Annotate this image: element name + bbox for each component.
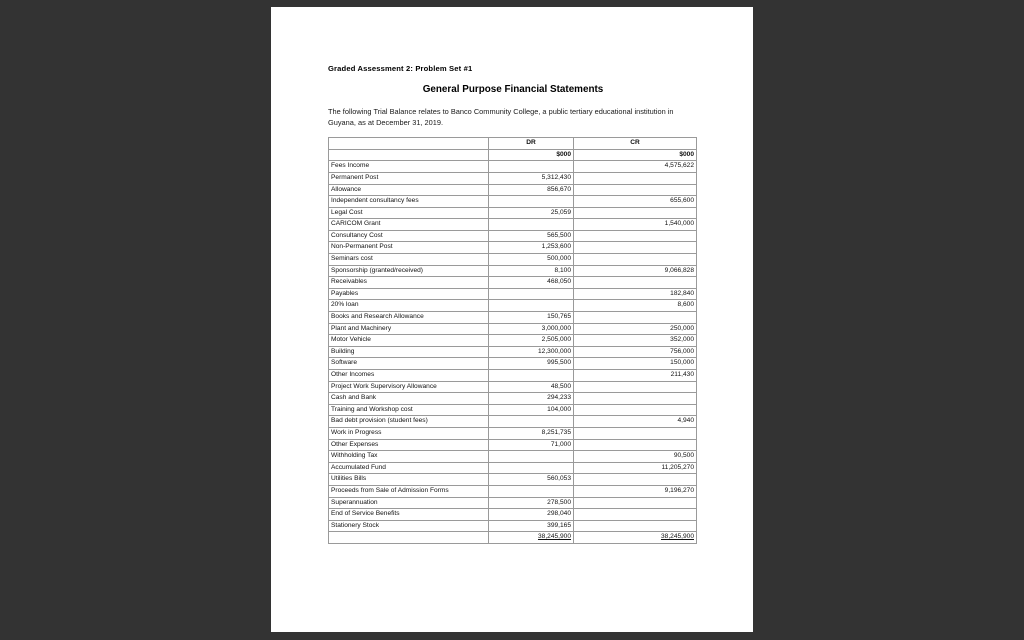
table-row [329,416,697,428]
row-dr-amount [489,485,574,497]
row-dr-amount: 12,300,000 [489,346,574,358]
row-description: 20% loan [329,300,489,312]
row-dr-amount: 298,040 [489,509,574,521]
row-dr-amount [489,451,574,463]
table-row [329,184,697,196]
row-description: Accumulated Fund [329,462,489,474]
row-cr-amount [574,277,697,289]
row-cr-amount: 150,000 [574,358,697,370]
row-cr-amount: 90,500 [574,451,697,463]
row-cr-amount: 756,000 [574,346,697,358]
row-description: Plant and Machinery [329,323,489,335]
row-description: Non-Permanent Post [329,242,489,254]
row-description: Seminars cost [329,254,489,266]
table-row [329,300,697,312]
row-description: Independent consultancy fees [329,196,489,208]
row-description: Books and Research Allowance [329,312,489,324]
table-row [329,323,697,335]
row-cr-amount [574,439,697,451]
row-dr-amount [489,196,574,208]
table-row [329,474,697,486]
row-cr-amount: 11,205,270 [574,462,697,474]
table-row [329,219,697,231]
row-dr-amount: 2,505,000 [489,335,574,347]
row-dr-amount: 856,670 [489,184,574,196]
table-row [329,451,697,463]
table-row [329,370,697,382]
table-row [329,277,697,289]
document-page [271,7,753,632]
table-row [329,207,697,219]
table-body [329,138,697,544]
row-dr-amount: 8,251,735 [489,427,574,439]
row-cr-amount [574,172,697,184]
trial-balance-table [328,137,697,544]
table-row [329,485,697,497]
table-row [329,381,697,393]
assignment-heading: Graded Assessment 2: Problem Set #1 [328,64,473,73]
row-cr-amount [574,254,697,266]
row-description: Legal Cost [329,207,489,219]
row-cr-amount: 4,575,622 [574,161,697,173]
row-dr-amount: 278,500 [489,497,574,509]
table-row [329,497,697,509]
row-cr-amount: 250,000 [574,323,697,335]
row-description: Project Work Supervisory Allowance [329,381,489,393]
row-cr-amount [574,497,697,509]
page-content [328,65,698,544]
table-row [329,462,697,474]
row-dr-amount [489,370,574,382]
row-description: Other Expenses [329,439,489,451]
row-description: Motor Vehicle [329,335,489,347]
row-cr-amount [574,393,697,405]
row-dr-amount: 995,500 [489,358,574,370]
table-row [329,393,697,405]
table-row [329,196,697,208]
row-description: Permanent Post [329,172,489,184]
row-cr-amount [574,509,697,521]
row-cr-amount [574,381,697,393]
row-dr-amount: 560,053 [489,474,574,486]
row-dr-amount: 8,100 [489,265,574,277]
table-row [329,230,697,242]
table-totals-row [329,532,697,544]
table-row [329,439,697,451]
row-description: Proceeds from Sale of Admission Forms [329,485,489,497]
row-dr-amount: 48,500 [489,381,574,393]
row-description: CARICOM Grant [329,219,489,231]
row-cr-amount [574,184,697,196]
header-cr: CR [574,138,697,150]
row-description: Utilities Bills [329,474,489,486]
row-cr-amount [574,230,697,242]
row-cr-amount: 9,066,828 [574,265,697,277]
table-row [329,346,697,358]
row-cr-amount [574,312,697,324]
intro-paragraph: The following Trial Balance relates to Banco Community College, a public tertiary educational institution in Guyana, as at December 31, 2019. [328,107,674,128]
totals-dr-amount: 38,245,900 [489,532,574,544]
row-dr-amount [489,288,574,300]
table-row [329,404,697,416]
row-cr-amount: 4,940 [574,416,697,428]
table-row [329,427,697,439]
table-row [329,509,697,521]
row-cr-amount [574,242,697,254]
row-cr-amount: 1,540,000 [574,219,697,231]
row-cr-amount: 9,196,270 [574,485,697,497]
page-title: General Purpose Financial Statements [422,84,604,96]
row-dr-amount: 399,165 [489,520,574,532]
table-row [329,265,697,277]
header-description [329,138,489,150]
row-description: Building [329,346,489,358]
table-units-row [329,149,697,161]
row-cr-amount [574,520,697,532]
row-description: Training and Workshop cost [329,404,489,416]
row-cr-amount [574,207,697,219]
row-cr-amount [574,427,697,439]
row-description: Superannuation [329,497,489,509]
row-description: Cash and Bank [329,393,489,405]
row-dr-amount [489,300,574,312]
table-row [329,242,697,254]
row-dr-amount: 3,000,000 [489,323,574,335]
row-description: Receivables [329,277,489,289]
table-row [329,288,697,300]
row-dr-amount: 565,500 [489,230,574,242]
totals-cr-amount: 38,245,900 [574,532,697,544]
table-row [329,172,697,184]
row-dr-amount [489,219,574,231]
row-dr-amount: 468,050 [489,277,574,289]
row-description: Bad debt provision (student fees) [329,416,489,428]
row-dr-amount: 104,000 [489,404,574,416]
row-dr-amount: 71,000 [489,439,574,451]
units-cr: $000 [574,149,697,161]
row-dr-amount: 150,765 [489,312,574,324]
row-description: Stationery Stock [329,520,489,532]
row-dr-amount: 5,312,430 [489,172,574,184]
table-row [329,312,697,324]
row-description: Fees Income [329,161,489,173]
table-row [329,358,697,370]
row-cr-amount: 8,600 [574,300,697,312]
row-cr-amount: 211,430 [574,370,697,382]
row-description: Payables [329,288,489,300]
row-dr-amount: 294,233 [489,393,574,405]
row-description: Work in Progress [329,427,489,439]
row-description: End of Service Benefits [329,509,489,521]
row-description: Sponsorship (granted/received) [329,265,489,277]
table-header-row [329,138,697,150]
row-dr-amount: 500,000 [489,254,574,266]
table-row [329,520,697,532]
row-cr-amount [574,404,697,416]
table-row [329,335,697,347]
row-description: Other Incomes [329,370,489,382]
row-dr-amount [489,416,574,428]
units-dr: $000 [489,149,574,161]
row-dr-amount: 1,253,600 [489,242,574,254]
header-dr: DR [489,138,574,150]
row-cr-amount [574,474,697,486]
row-description: Software [329,358,489,370]
row-cr-amount: 352,000 [574,335,697,347]
totals-label [329,532,489,544]
table-row [329,254,697,266]
row-dr-amount [489,462,574,474]
row-description: Withholding Tax [329,451,489,463]
row-description: Allowance [329,184,489,196]
table-row [329,161,697,173]
row-cr-amount: 182,840 [574,288,697,300]
row-dr-amount [489,161,574,173]
row-dr-amount: 25,059 [489,207,574,219]
units-description [329,149,489,161]
row-description: Consultancy Cost [329,230,489,242]
row-cr-amount: 655,600 [574,196,697,208]
